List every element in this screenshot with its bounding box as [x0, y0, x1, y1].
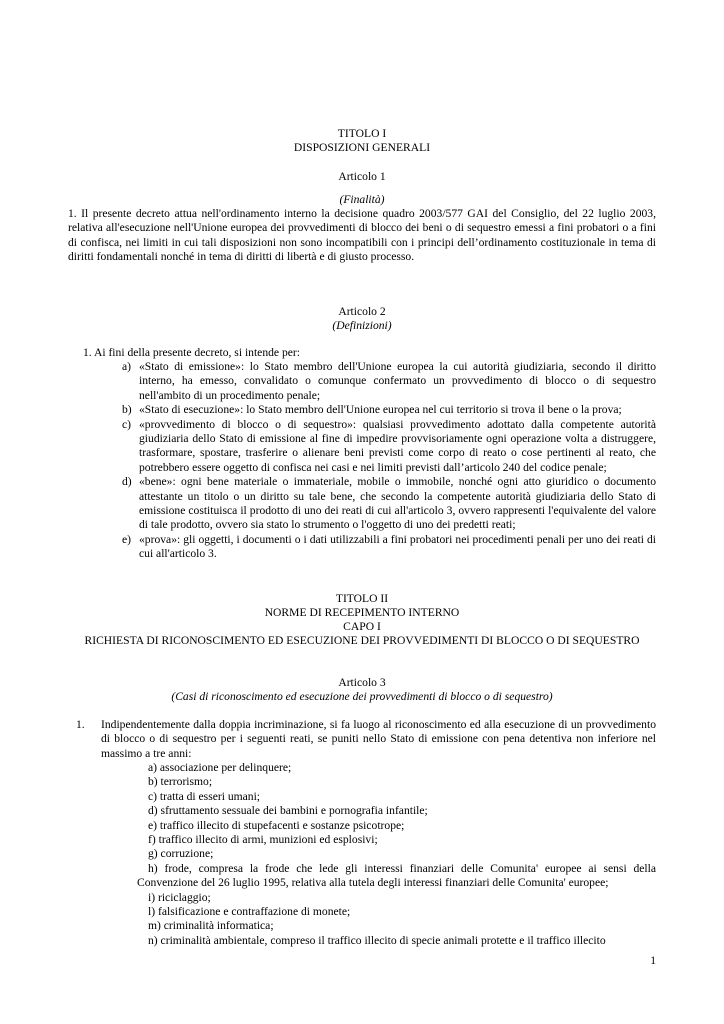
articolo3-item [76, 718, 656, 761]
definition-item [122, 475, 656, 533]
page-number: 1 [650, 954, 656, 967]
offence-item: g) corruzione; [148, 847, 214, 861]
definition-item [122, 533, 656, 562]
articolo3-rubric: (Casi di riconoscimento ed esecuzione dei provvedimenti di blocco o di sequestro) [171, 690, 553, 703]
articolo1-heading: Articolo 1 [338, 170, 386, 183]
definition-item [122, 403, 656, 417]
offence-item: b) terrorismo; [148, 775, 213, 789]
definition-label: a) [122, 360, 132, 373]
articolo2-heading: Articolo 2 [338, 305, 386, 318]
articolo3-item-text: Indipendentemente dalla doppia incriminazione, si fa luogo al riconoscimento ed alla esecuzione di un provvedimento di blocco o di sequestro per i seguenti reati, se puniti nello Stato di emissione con pena detentiva non inferiore nel massimo a tre anni: [101, 718, 656, 760]
definition-label: b) [122, 403, 132, 417]
capo1-heading: CAPO I [343, 620, 381, 633]
definition-label: e) [122, 532, 132, 546]
titolo2-subtitle: NORME DI RECEPIMENTO INTERNO [264, 606, 460, 619]
offence-item: f) traffico illecito di armi, munizioni ed esplosivi; [148, 833, 378, 847]
offence-item: a) associazione per delinquere; [148, 761, 292, 774]
definitions-list [122, 360, 656, 562]
definition-text: «provvedimento di blocco o di sequestro»: qualsiasi provvedimento adottato dalla competente autorità giudiziaria dello Stato di emissione al fine di impedire provvisoriamente ogni operazione volta a distruggere, trasformare, spostare, trasferire o alienare beni previsti come corpo di reato o cose pertinenti al reato, che potrebbero essere oggetto di confisca nei casi e nei limiti previsti dall’articolo 240 del codice penale; [139, 417, 656, 474]
titolo2-title: TITOLO II [335, 592, 389, 605]
offences-list [137, 761, 656, 948]
definition-text: «Stato di esecuzione»: lo Stato membro dell'Unione europea nel cui territorio si trova il bene o la prova; [139, 403, 622, 417]
offence-item: c) tratta di esseri umani; [148, 789, 261, 803]
offence-item: h) frode, compresa la frode che lede gli interessi finanziari delle Comunita' europee ai sensi della Convenzione del 26 luglio 1995, relativa alla tutela degli interessi finanziari delle Comunita' europee; [137, 861, 656, 890]
offence-item: m) criminalità informatica; [148, 919, 274, 933]
offence-item: i) riciclaggio; [148, 890, 211, 904]
offence-item: l) falsificazione e contraffazione di monete; [148, 905, 351, 919]
articolo1-text: 1. Il presente decreto attua nell'ordinamento interno la decisione quadro 2003/577 GAI del Consiglio, del 22 luglio 2003, relativa all'esecuzione nell'Unione europea dei provvedimenti di blocco dei beni o di sequestro emessi a fini probatori o a fini di confisca, nei limiti in cui tali disposizioni non sono incompatibili con i principi dell’ordinamento costituzionale in tema di diritti fondamentali nonché in tema di diritti di libertà e di giusto processo. [68, 207, 656, 264]
definition-text: «bene»: ogni bene materiale o immateriale, mobile o immobile, nonché ogni atto giuridico o documento attestante un titolo o un diritto su tale bene, che secondo la competente autorità giudiziaria dello Stato di emissione costituisca il prodotto di uno dei reati di cui all'articolo 3, ovvero rappresenti l'equivalente del valore di tale prodotto, ovvero sia stato lo strumento o l'oggetto di uno dei predetti reati; [139, 475, 656, 532]
definition-item [122, 360, 656, 403]
articolo1-rubric: (Finalità) [339, 193, 385, 206]
offence-item: e) traffico illecito di stupefacenti e sostanze psicotrope; [148, 818, 405, 832]
articolo3-item-label: 1. [76, 718, 85, 731]
definition-label: c) [122, 417, 132, 431]
articolo2-rubric: (Definizioni) [332, 319, 392, 332]
definition-label: d) [122, 475, 132, 489]
offence-item: d) sfruttamento sessuale dei bambini e pornografia infantile; [148, 804, 428, 818]
titolo1-subtitle: DISPOSIZIONI GENERALI [293, 141, 431, 154]
definition-item [122, 418, 656, 476]
offence-item: n) criminalità ambientale, compreso il traffico illecito di specie animali protette e il traffico illecito [148, 933, 606, 947]
definition-text: «prova»: gli oggetti, i documenti o i dati utilizzabili a fini probatori nei procedimenti penali per uno dei reati di cui all'articolo 3. [139, 532, 656, 561]
titolo1-title: TITOLO I [337, 127, 387, 140]
definition-text: «Stato di emissione»: lo Stato membro dell'Unione europea la cui autorità giudiziaria, secondo il diritto interno, ha emesso, convalidato o comunque confermato un provvedimento di blocco o di sequestro nell'ambito di un procedimento penale; [139, 360, 656, 402]
articolo2-intro: 1. Ai fini della presente decreto, si intende per: [83, 346, 300, 359]
articolo3-heading: Articolo 3 [338, 676, 386, 689]
capo1-title: RICHIESTA DI RICONOSCIMENTO ED ESECUZIONE DEI PROVVEDIMENTI DI BLOCCO O DI SEQUESTRO [84, 634, 640, 647]
